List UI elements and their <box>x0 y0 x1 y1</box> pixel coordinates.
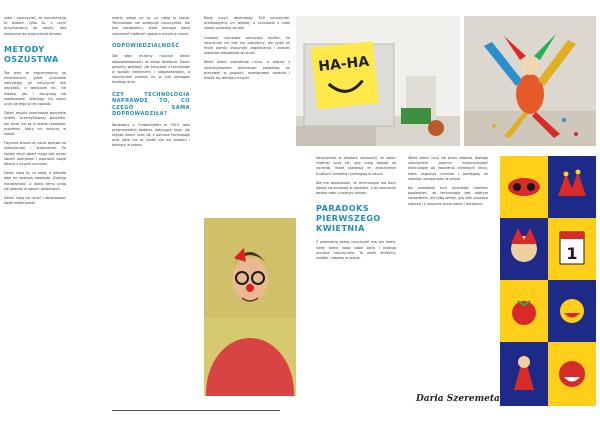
column-1-paragraph: Tak więc te eksperymenty ze smartfonami, gdzie uczniowie odkrywają, że nauczyciel wie wszystko, a właściwie nic, nie wiedzą, jak, i zaczynają się zastanawiać, dlaczego ich dzieci uczą się tego w ten sposób. <box>4 70 66 107</box>
column-4-paragraph: Nauczyciele w szkołach zauważyli, że dzieci chętniej uczą się, gdy mają dostęp do narzędzi, które ułatwiają im zrozumienie trudnych tematów i pomagają w nauce. <box>316 156 396 176</box>
column-4 <box>316 156 396 265</box>
april-fools-icon-grid <box>500 156 596 406</box>
column-1-paragraph: Dzieci lubią się uczyć i obserwować świat wokół siebie. <box>4 196 66 206</box>
column-5-paragraph: Wiele dzieci uczy się przez zabawę, dlatego nauczyciele powinni wykorzystywać technologię do tworzenia ciekawych lekcji, które angażują uczniów i pomagają im rozwijać umiejętności w szkole. <box>408 156 488 181</box>
column-1-intro: niów i nauczycieli, że koncentracja to bzdura, tylko to, z czym przychodzimy do szkoły, jest konieczne do zrozumienia tematu. <box>4 16 66 36</box>
column-2 <box>112 16 190 153</box>
column-4-paragraph: Nie ma wątpliwości, że technologia ma duży wpływ na edukację w szkołach, a jej znaczenie będzie rosło z każdym rokiem. <box>316 180 396 196</box>
photo-ha-ha-sign <box>296 16 460 146</box>
heading-czy-technologia: CZY TECHNOLOGIA NAPRAWDĘ TO, CO CZEGO SAMA DOPROWADZIŁA? <box>112 91 190 118</box>
sign-text: HA-HA <box>317 53 370 75</box>
column-3 <box>204 16 290 85</box>
heading-odpowiedzialnosc: ODPOWIEDZIALNOŚĆ <box>112 42 180 49</box>
column-2-paragraph: Naukowcy z Uniwersytetu w 2015 roku przeprowadzili badania dotyczące tego, jak szybko dzieci uczą się z pomocą technologii oraz jakie ma to skutki dla ich rozwoju i edukacji w szkole. <box>112 122 190 148</box>
column-2-paragraph: Tak więc musimy nauczyć dzieci odpowiedzialności za swoje działania. Dzieci powinny wiedzieć, jak korzystać z technologii w sposób bezpieczny i odpowiedzialny, a nauczyciele powinni im w tym pomagać każdego dnia. <box>112 54 190 85</box>
photo-jester-doll <box>464 16 596 146</box>
author-name: Daria Szeremeta <box>416 394 500 404</box>
icon-grid-image <box>500 156 596 406</box>
column-1-paragraph: Dzieci lubią to, co robią, a metoda daje im większą swobodę. Zyskują niezależność, a dzięki temu czują się pewniej w swoich działaniach. <box>4 171 66 191</box>
column-3-paragraph: Czasami uczniowie zaczynają myśleć, że nauczyciel nie jest mu potrzebny, ale tylko on może pomóc zrozumieć zagadnienia i znaleźć właściwe odpowiedzi w nauce. <box>204 35 290 56</box>
photo-man-clown-nose <box>204 218 296 396</box>
column-5 <box>408 156 488 211</box>
column-3-paragraph: Wiele dzieci potrzebuje ruchu, a zajęcia z wykorzystaniem technologii pozwalają im pracować w grupach, rozwiązywać zadania i dzielić się wiedzą z innymi. <box>204 60 290 81</box>
column-5-paragraph: Na podstawie tych wniosków możemy powiedzieć, że technologia jest dobrym narzędziem, ale tylko wtedy, gdy jest używana mądrze i z umiarem przez dzieci i dorosłych. <box>408 186 488 206</box>
jester-doll-image <box>464 16 596 146</box>
column-4-paragraph: Z pewnością każdy nauczyciel zna ten dzień, kiedy dzieci robią sobie żarty i próbują oszukać nauczyciela. To dzień śmiechu, radości i zabawy w szkole. <box>316 240 396 261</box>
column-1-paragraph: Fizyczna strona tej nauki wpływa na kreatywność i wyobraźnię. Po każdej lekcji dzieci mogą dać wyraz swoim pomysłom i poprawić swoje relacje z innymi uczniami. <box>4 141 66 167</box>
ha-ha-laptop-image <box>296 16 460 146</box>
column-1 <box>4 16 66 210</box>
man-clown-nose-image <box>204 218 296 396</box>
column-1-paragraph: Dzieci zwykle przechodzą wszystkie ścieżki, przemyślawszy wszystko, ale teraz nie są w stanie rozwiązać problemu, który ich dotyczy w szkole. <box>4 111 66 137</box>
heading-metody-oszustwa: METODY OSZUSTWA <box>4 44 59 64</box>
column-3-paragraph: Będę uczyć, obserwując 300 nauczycieli, przekazujemy im wiedzę, a uczniowie z całej szkoły przestają się bać. <box>204 16 290 31</box>
bottom-rule <box>112 410 280 411</box>
column-2-paragraph: więcej uwagi na to, co robią w klasie. Technologia nie zastępuje nauczyciela, ale jest narzędziem, które pomaga lepiej zrozumieć materiał i wspiera ucznia w nauce. <box>112 16 190 36</box>
svg-text:1: 1 <box>566 244 578 263</box>
heading-paradoks-pierwszego-kwietnia: PARADOKS PIERWSZEGO KWIETNIA <box>316 204 381 234</box>
